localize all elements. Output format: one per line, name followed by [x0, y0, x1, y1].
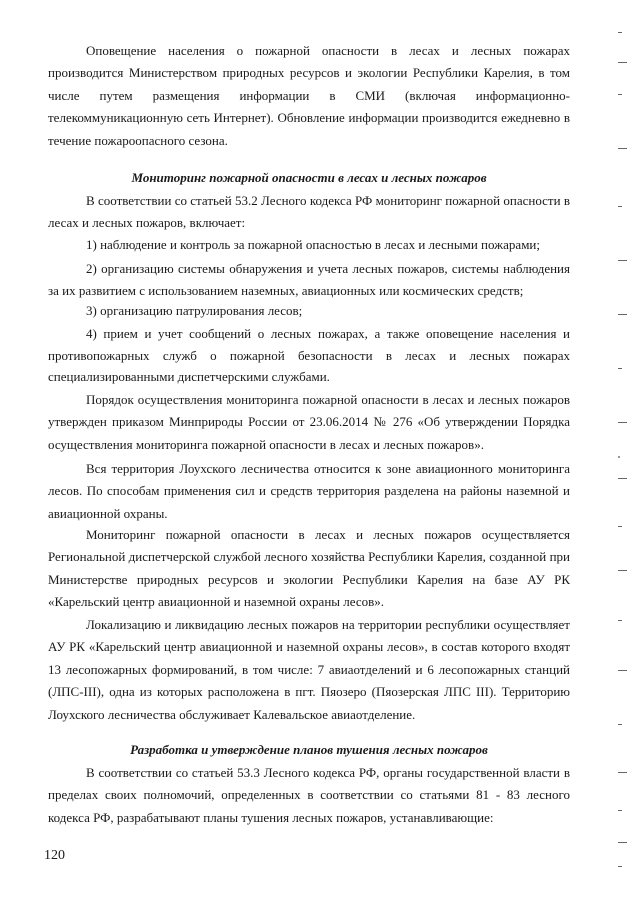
paragraph-monitoring-intro: В соответствии со статьей 53.2 Лесного кодекса РФ мониторинг пожарной опасности в лесах и лесных пожаров, включает: — [48, 193, 570, 231]
paragraph-plans-intro: В соответствии со статьей 53.3 Лесного кодекса РФ, органы государственной власти в пределах своих полномочий, определенных в соответствии со статьями 81 - 83 лесного кодекса РФ, разрабатывают планы тушения лесных пожаров, устанавливающие: — [48, 765, 570, 825]
list-item-3: 3) организацию патрулирования лесов; — [86, 303, 303, 318]
paragraph-localization: Локализацию и ликвидацию лесных пожаров на территории республики осуществляет АУ РК «Карельский центр авиационной и наземной охраны лесов», в состав которого входят 13 лесопожарных формирований, в том числе: 7 авиаотделений и 6 лесопожарных станций (ЛПС-III), одна из которых расположена в пгт. Пяозеро (Пяозерская ЛПС III). Территорию Лоухского лесничества обслуживает Калевальское авиаотделение. — [48, 617, 570, 722]
paragraph-territory: Вся территория Лоухского лесничества относится к зоне авиационного мониторинга лесов. По способам применения сил и средств территория разделена на районы наземной и авиационной охраны. — [48, 461, 570, 521]
page-number: 120 — [44, 848, 65, 863]
paragraph-dispatch-service: Мониторинг пожарной опасности в лесах и лесных пожаров осуществляется Региональной диспетчерской службой лесного хозяйства Республики Карелия, созданной при Министерстве природных ресурсов и экологии Республики Карелия на базе АУ РК «Карельский центр авиационной и наземной охраны лесов». — [48, 527, 570, 610]
section-heading-plans: Разработка и утверждение планов тушения лесных пожаров — [130, 742, 488, 757]
list-item-1: 1) наблюдение и контроль за пожарной опасностью в лесах и лесными пожарами; — [86, 237, 540, 252]
section-heading-monitoring: Мониторинг пожарной опасности в лесах и лесных пожаров — [131, 170, 487, 185]
scan-margin-marks — [618, 30, 632, 890]
paragraph-monitoring-order: Порядок осуществления мониторинга пожарной опасности в лесах и лесных пожаров утвержден приказом Минприроды России от 23.06.2014 № 276 «Об утверждении Порядка осуществления мониторинга пожарной опасности в лесах и лесных пожаров». — [48, 392, 570, 452]
list-item-2: 2) организацию системы обнаружения и учета лесных пожаров, системы наблюдения за их развитием с использованием наземных, авиационных или космических средств; — [48, 261, 570, 298]
paragraph-notification: Оповещение населения о пожарной опасности в лесах и лесных пожарах производится Министерством природных ресурсов и экологии Республики Карелия, в том числе путем размещения информации в СМИ (включая информационно-телекоммуникационную сеть Интернет). Обновление информации производится ежедневно в течение пожароопасного сезона. — [48, 43, 570, 148]
list-item-4: 4) прием и учет сообщений о лесных пожарах, а также оповещение населения и противопожарных служб о пожарной безопасности в лесах и лесных пожарах специализированными диспетчерскими службами. — [48, 326, 570, 384]
